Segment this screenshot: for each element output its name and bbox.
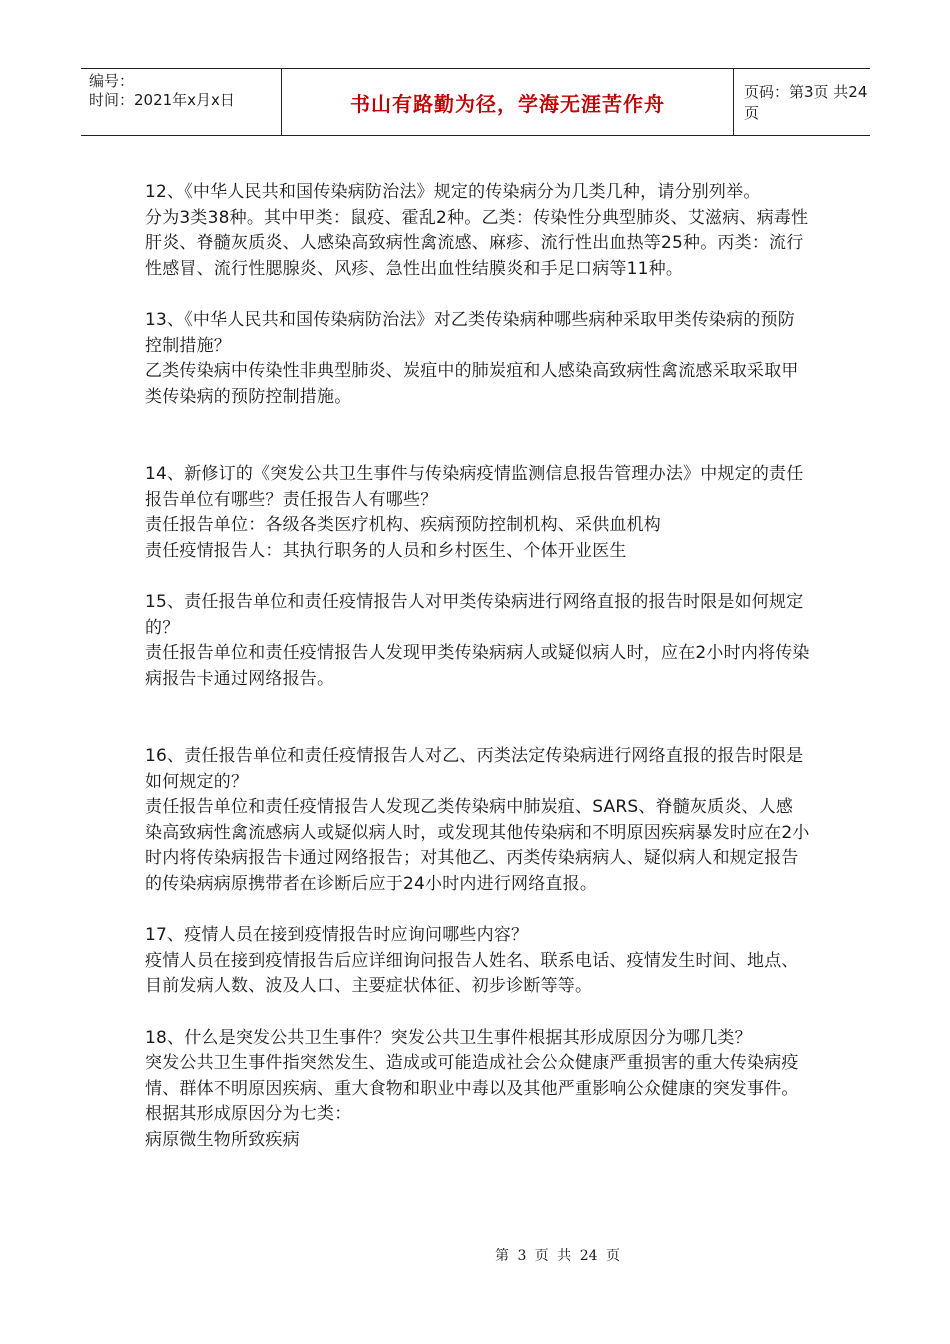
header-motto: 书山有路勤为径，学海无涯苦作舟 [350, 91, 665, 116]
answer-text: 责任疫情报告人：其执行职务的人员和乡村医生、个体开业医生 [145, 540, 627, 561]
qa-item-13 [145, 308, 810, 410]
answer-text: 病原微生物所致疾病 [145, 1129, 300, 1150]
header-motto-cell [281, 69, 734, 135]
document-time-label: 时间：2021年x月x日 [89, 91, 235, 109]
document-number-label: 编号： [89, 72, 135, 90]
question-text: 13、《中华人民共和国传染病防治法》对乙类传染病种哪些病种采取甲类传染病的预防控制措施？ [145, 310, 795, 356]
question-text: 12、《中华人民共和国传染病防治法》规定的传染病分为几类几种，请分别列举。 [145, 182, 761, 202]
qa-item-15 [145, 590, 810, 692]
answer-text: 责任报告单位和责任疫情报告人发现乙类传染病中肺炭疽、SARS、脊髓灰质炎、人感染高致病性禽流感病人或疑似病人时，或发现其他传染病和不明原因疾病暴发时应在2小时内将传染病报告卡通过网络报告；对其他乙、丙类传染病病人、疑似病人和规定报告的传染病病原携带者在诊断后应于24小时内进行网络直报。 [145, 797, 810, 894]
qa-item-17 [145, 923, 810, 1000]
answer-text: 根据其形成原因分为七类： [145, 1104, 352, 1124]
question-text: 18、什么是突发公共卫生事件？突发公共卫生事件根据其形成原因分为哪几类？ [145, 1027, 752, 1048]
footer-page-number: 第 3 页 共 24 页 [495, 1248, 620, 1264]
qa-item-12 [145, 180, 810, 282]
qa-item-16 [145, 744, 810, 897]
question-text: 14、新修订的《突发公共卫生事件与传染病疫情监测信息报告管理办法》中规定的责任报告单位有哪些？责任报告人有哪些？ [145, 464, 804, 510]
answer-text: 疫情人员在接到疫情报告后应详细询问报告人姓名、联系电话、疫情发生时间、地点、目前发病人数、波及人口、主要症状体征、初步诊断等等。 [145, 950, 799, 996]
page-header [81, 68, 870, 136]
answer-text: 责任报告单位和责任疫情报告人发现甲类传染病病人或疑似病人时，应在2小时内将传染病报告卡通过网络报告。 [145, 643, 810, 689]
qa-item-14 [145, 462, 810, 564]
page-footer [0, 1245, 950, 1265]
header-meta-cell [81, 69, 281, 135]
document-body [145, 180, 810, 1179]
answer-text: 分为3类38种。其中甲类：鼠疫、霍乱2种。乙类：传染性分典型肺炎、艾滋病、病毒性肝炎、脊髓灰质炎、人感染高致病性禽流感、麻疹、流行性出血热等25种。丙类：流行性感冒、流行性腮腺炎、风疹、急性出血性结膜炎和手足口病等11种。 [145, 207, 809, 279]
question-text: 17、疫情人员在接到疫情报告时应询问哪些内容？ [145, 925, 529, 945]
answer-text: 突发公共卫生事件指突然发生、造成或可能造成社会公众健康严重损害的重大传染病疫情、群体不明原因疾病、重大食物和职业中毒以及其他严重影响公众健康的突发事件。 [145, 1053, 799, 1099]
answer-text: 责任报告单位：各级各类医疗机构、疾病预防控制机构、采供血机构 [145, 515, 661, 535]
question-text: 16、责任报告单位和责任疫情报告人对乙、丙类法定传染病进行网络直报的报告时限是如何规定的？ [145, 746, 804, 792]
answer-text: 乙类传染病中传染性非典型肺炎、炭疽中的肺炭疽和人感染高致病性禽流感采取采取甲类传染病的预防控制措施。 [145, 361, 799, 407]
header-page-info: 页码：第3页 共24页 [744, 83, 868, 122]
header-page-info-cell [734, 69, 870, 135]
qa-item-18 [145, 1026, 810, 1154]
question-text: 15、责任报告单位和责任疫情报告人对甲类传染病进行网络直报的报告时限是如何规定的？ [145, 592, 804, 638]
